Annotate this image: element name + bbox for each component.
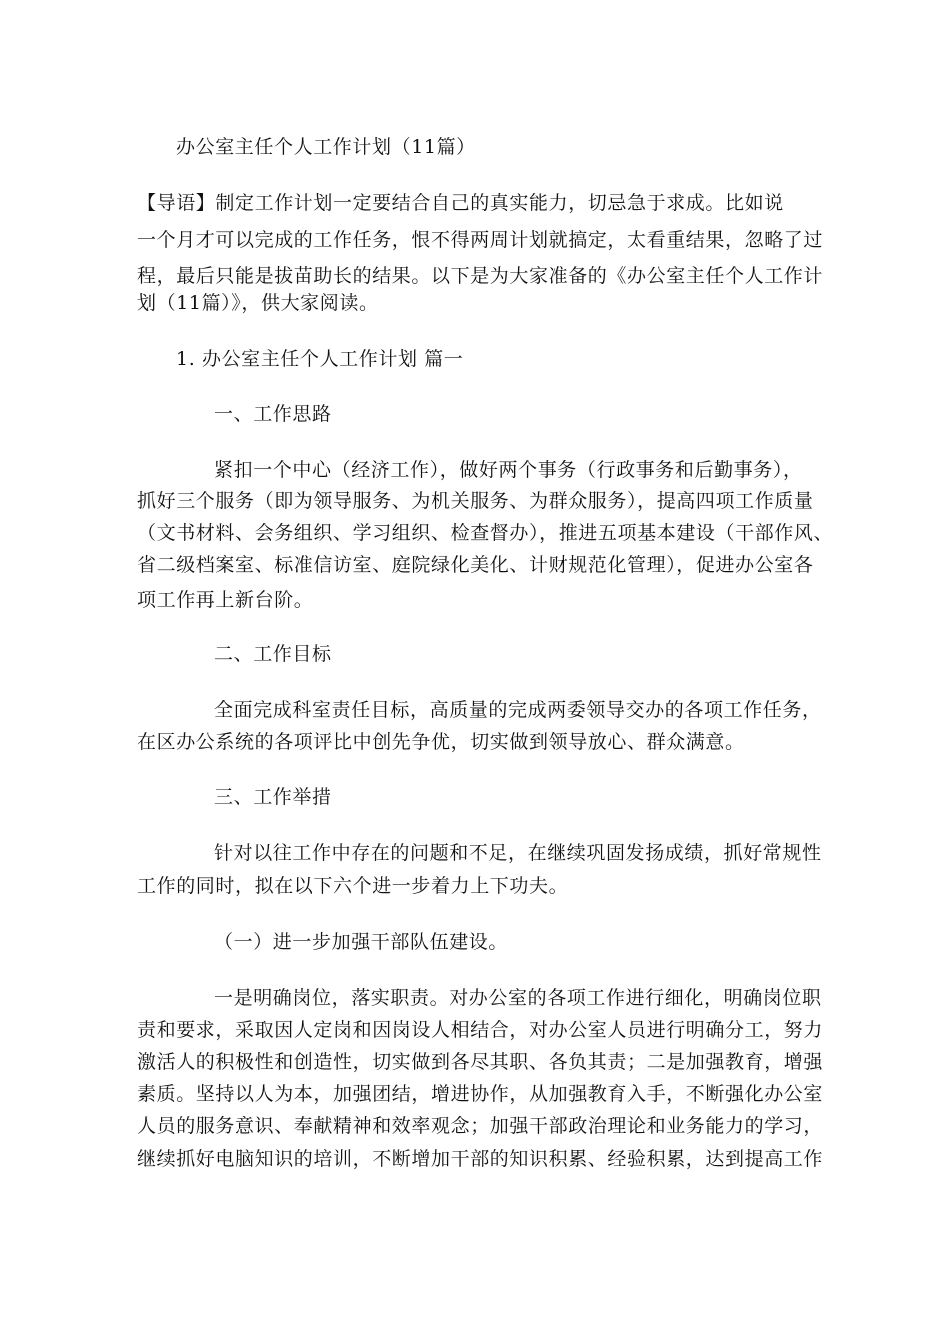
paragraph-line: 激活人的积极性和创造性，切实做到各尽其职、各负其责；二是加强教育，增强: [137, 1051, 824, 1073]
intro-line: 【导语】制定工作计划一定要结合自己的真实能力，切忌急于求成。比如说: [137, 192, 784, 214]
paragraph-line: 继续抓好电脑知识的培训，不断增加干部的知识积累、经验积累，达到提高工作: [137, 1148, 824, 1170]
intro-line: 划（11篇）》，供大家阅读。: [137, 292, 379, 314]
paragraph-line: 素质。坚持以人为本，加强团结，增进协作，从加强教育入手，不断强化办公室: [137, 1083, 824, 1105]
intro-line: 程，最后只能是拔苗助长的结果。以下是为大家准备的《办公室主任个人工作计: [137, 265, 824, 287]
paragraph-line: 一是明确岗位，落实职责。对办公室的各项工作进行细化，明确岗位职: [214, 987, 822, 1009]
paragraph-line: 抓好三个服务（即为领导服务、为机关服务、为群众服务），提高四项工作质量: [137, 490, 814, 512]
heading-work-goals: 二、工作目标: [214, 643, 332, 665]
paragraph-line: 项工作再上新台阶。: [137, 589, 314, 611]
heading-work-approach: 一、工作思路: [214, 403, 332, 425]
paragraph-line: 工作的同时，拟在以下六个进一步着力上下功夫。: [137, 875, 569, 897]
paragraph-line: （文书材料、会务组织、学习组织、检查督办），推进五项基本建设（干部作风、: [137, 522, 834, 544]
section-title: 1. 办公室主任个人工作计划 篇一: [176, 348, 464, 370]
paragraph-line: 人员的服务意识、奉献精神和效率观念；加强干部政治理论和业务能力的学习，: [137, 1115, 824, 1137]
paragraph-line: 紧扣一个中心（经济工作），做好两个事务（行政事务和后勤事务），: [214, 459, 803, 481]
heading-work-measures: 三、工作举措: [214, 786, 332, 808]
paragraph-line: 在区办公系统的各项评比中创先争优，切实做到领导放心、群众满意。: [137, 731, 745, 753]
paragraph-line: 针对以往工作中存在的问题和不足，在继续巩固发扬成绩，抓好常规性: [214, 842, 822, 864]
intro-line: 一个月才可以完成的工作任务，恨不得两周计划就搞定，太看重结果，忽略了过: [137, 229, 824, 251]
paragraph-line: 省二级档案室、标准信访室、庭院绿化美化、计财规范化管理），促进办公室各: [137, 554, 814, 576]
paragraph-line: 责和要求，采取因人定岗和因岗设人相结合，对办公室人员进行明确分工，努力: [137, 1019, 824, 1041]
subheading-cadre-building: （一）进一步加强干部队伍建设。: [214, 931, 509, 953]
paragraph-line: 全面完成科室责任目标，高质量的完成两委领导交办的各项工作任务，: [214, 699, 822, 721]
document-title: 办公室主任个人工作计划（11篇）: [176, 136, 476, 158]
